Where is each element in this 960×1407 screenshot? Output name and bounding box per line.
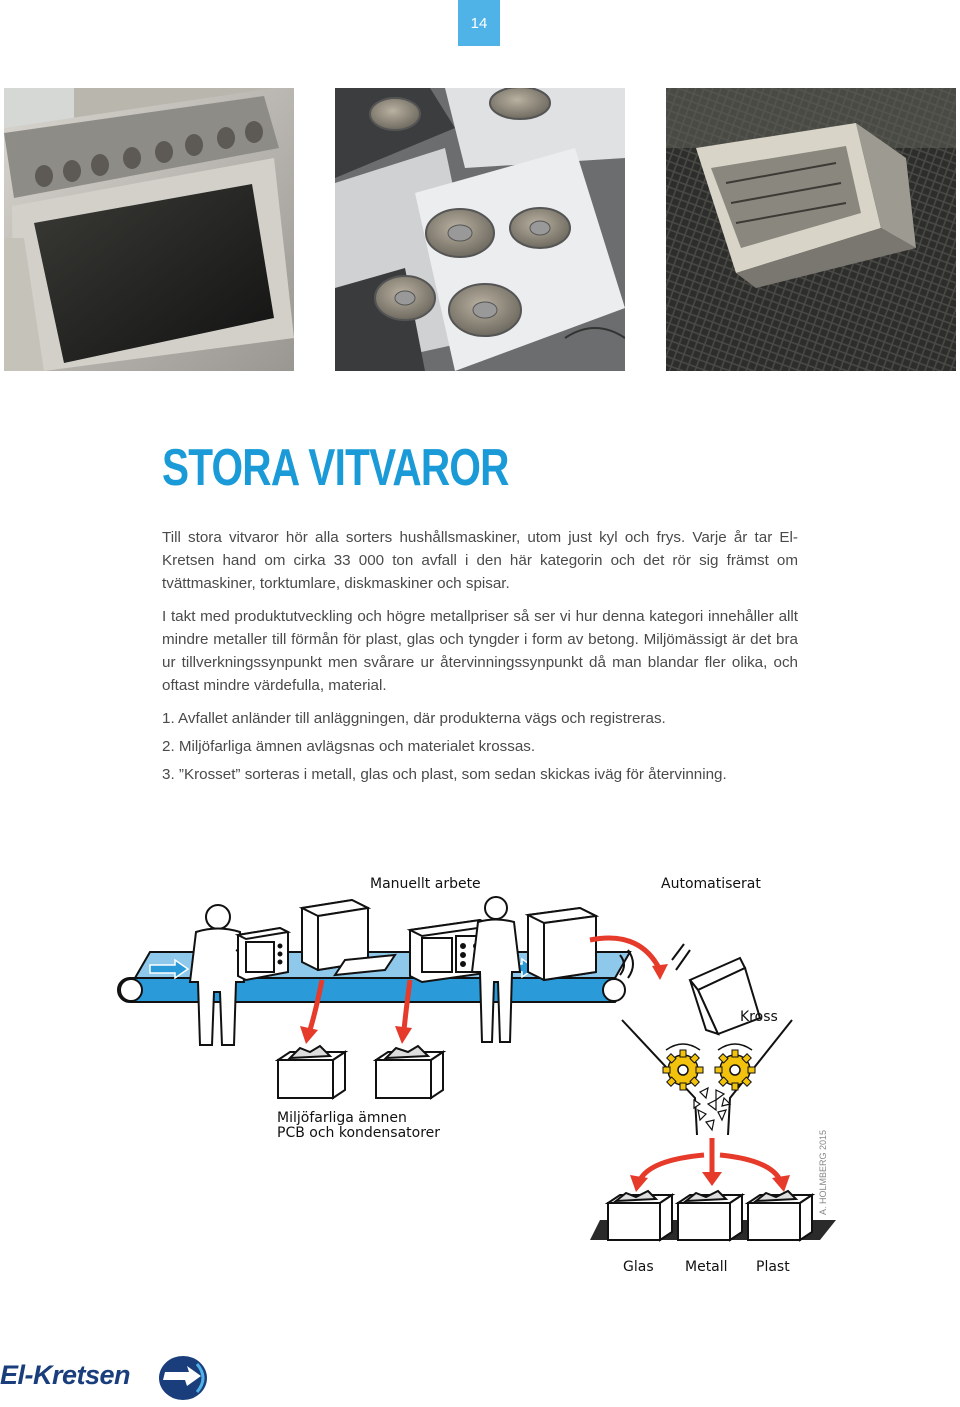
manual-label: Manuellt arbete [370, 876, 481, 892]
glass-label: Glas [623, 1259, 654, 1275]
illustration-credit: A. HOLMBERG 2015 [818, 1129, 828, 1215]
worker-figure-right [472, 897, 520, 1042]
step-3: 3. ”Krosset” sorteras i metall, glas och plast, som sedan skickas iväg för återvinning. [162, 766, 727, 783]
crusher-funnel [622, 1020, 792, 1135]
article-body [162, 526, 798, 791]
stovetops-photo [335, 88, 625, 371]
glass-bin [608, 1191, 672, 1240]
crushed-fragments [694, 1088, 730, 1130]
step-1: 1. Avfallet anländer till anläggningen, där produkterna vägs och registreras. [162, 710, 666, 727]
open-dishwasher-icon [302, 900, 395, 975]
automated-label: Automatiserat [661, 876, 761, 892]
crusher-label: Kross [740, 1009, 778, 1025]
material-paragraph: I takt med produktutveckling och högre metallpriser så ser vi hur denna kategori innehåller allt mindre metaller till förmån för plast, glas och tyngder i form av betong. Miljömässigt är det bra ur tillverkningssynpunkt men svårare ur återvinningssynpunkt då man blandar fler olika, och oftast mindre värdefulla, material. [162, 608, 798, 694]
crushed-appliance-photo [666, 88, 956, 371]
plastic-bin [748, 1191, 812, 1240]
crusher-gears [663, 1044, 755, 1090]
step-2: 2. Miljöfarliga ämnen avlägsnas och materialet krossas. [162, 738, 536, 755]
arrow-mark-icon [157, 1354, 209, 1402]
washing-machine-icon [528, 908, 596, 980]
el-kretsen-logo [0, 1352, 215, 1402]
hazard-label-line2: PCB och kondensatorer [277, 1125, 441, 1141]
hazard-bin-2 [376, 1046, 443, 1098]
oven-photo [4, 88, 294, 371]
metal-bin [678, 1191, 742, 1240]
hazard-bin-1 [278, 1046, 345, 1098]
recycling-process-diagram [0, 860, 960, 1290]
page-number: 14 [458, 0, 500, 46]
hazard-label-line1: Miljöfarliga ämnen [277, 1110, 407, 1126]
plastic-label: Plast [756, 1259, 790, 1275]
microwave-icon [238, 928, 288, 980]
page-title: STORA VITVAROR [162, 439, 509, 497]
intro-paragraph: Till stora vitvaror hör alla sorters hushållsmaskiner, utom just kyl och frys. Varje år tar El-Kretsen hand om cirka 33 000 ton avfall i den här kategorin och det rör sig främst om tvättmaskiner, torktumlare, diskmaskiner och spisar. [162, 529, 798, 592]
metal-label: Metall [685, 1259, 728, 1275]
logo-text: El-Kretsen [0, 1360, 131, 1390]
